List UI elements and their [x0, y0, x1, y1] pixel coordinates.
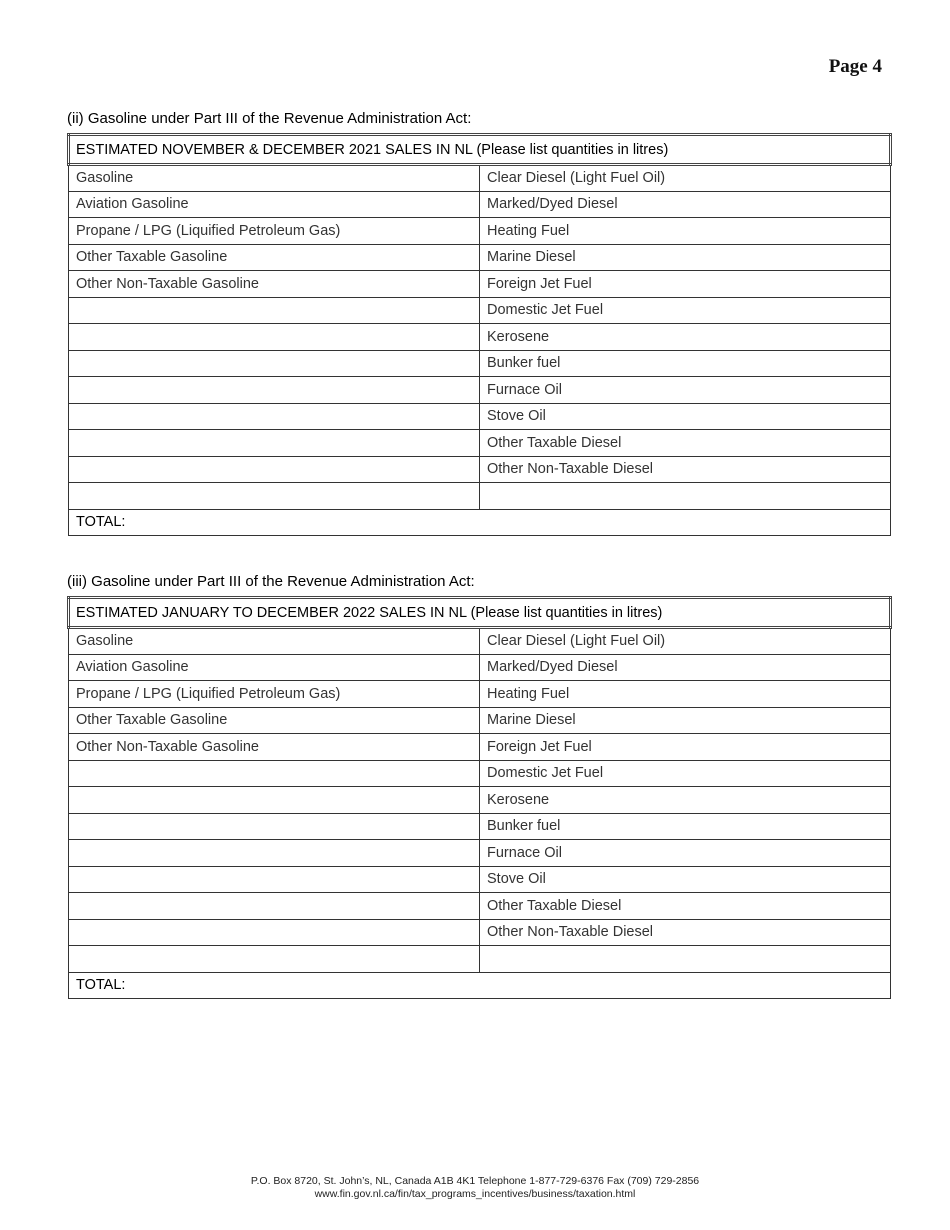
sales-table-2022-body — [69, 598, 891, 999]
diesel-type-cell: Other Taxable Diesel — [480, 430, 891, 457]
diesel-type-cell: Other Non-Taxable Diesel — [480, 919, 891, 946]
gasoline-type-cell — [69, 866, 480, 893]
total-label: TOTAL: — [69, 509, 891, 536]
table-row — [69, 350, 891, 377]
gasoline-type-cell: Other Non-Taxable Gasoline — [69, 271, 480, 298]
table-row — [69, 840, 891, 867]
gasoline-type-cell — [69, 377, 480, 404]
table-header: ESTIMATED JANUARY TO DECEMBER 2022 SALES IN NL (Please list quantities in litres) — [69, 598, 891, 628]
table-row — [69, 813, 891, 840]
gasoline-type-cell: Gasoline — [69, 628, 480, 655]
gasoline-type-cell — [69, 787, 480, 814]
table-row — [69, 893, 891, 920]
diesel-type-cell: Other Taxable Diesel — [480, 893, 891, 920]
diesel-type-cell: Clear Diesel (Light Fuel Oil) — [480, 628, 891, 655]
diesel-type-cell: Foreign Jet Fuel — [480, 271, 891, 298]
gasoline-type-cell: Gasoline — [69, 165, 480, 192]
diesel-type-cell: Foreign Jet Fuel — [480, 734, 891, 761]
diesel-type-cell: Stove Oil — [480, 866, 891, 893]
table-row — [69, 707, 891, 734]
table-row — [69, 324, 891, 351]
section-iii-title: (iii) Gasoline under Part III of the Revenue Administration Act: — [67, 573, 475, 590]
total-row — [69, 972, 891, 999]
table-row — [69, 218, 891, 245]
footer-url: www.fin.gov.nl.ca/fin/tax_programs_incentives/business/taxation.html — [314, 1188, 636, 1200]
table-row — [69, 866, 891, 893]
table-row — [69, 681, 891, 708]
table-row — [69, 165, 891, 192]
page-number: Page 4 — [828, 56, 882, 77]
table-row — [69, 191, 891, 218]
footer — [0, 1175, 950, 1201]
gasoline-type-cell — [69, 919, 480, 946]
gasoline-type-cell — [69, 813, 480, 840]
footer-address: P.O. Box 8720, St. John’s, NL, Canada A1B 4K1 Telephone 1-877-729-6376 Fax (709) 729-2856 — [250, 1175, 700, 1187]
table-row — [69, 244, 891, 271]
diesel-type-cell: Kerosene — [480, 324, 891, 351]
gasoline-type-cell — [69, 893, 480, 920]
sales-table-2021 — [67, 133, 892, 536]
gasoline-type-cell: Aviation Gasoline — [69, 191, 480, 218]
diesel-type-cell: Marked/Dyed Diesel — [480, 654, 891, 681]
diesel-type-cell: Kerosene — [480, 787, 891, 814]
diesel-type-cell: Marine Diesel — [480, 707, 891, 734]
gasoline-type-cell — [69, 403, 480, 430]
diesel-type-cell: Other Non-Taxable Diesel — [480, 456, 891, 483]
table-header-row — [69, 598, 891, 628]
gasoline-type-cell — [69, 350, 480, 377]
table-header-row — [69, 135, 891, 165]
diesel-type-cell: Domestic Jet Fuel — [480, 297, 891, 324]
gasoline-type-cell: Other Non-Taxable Gasoline — [69, 734, 480, 761]
sales-table-2022 — [67, 596, 892, 999]
total-row — [69, 509, 891, 536]
diesel-type-cell: Furnace Oil — [480, 840, 891, 867]
table-row — [69, 483, 891, 510]
table-row — [69, 654, 891, 681]
sales-table-2021-body — [69, 135, 891, 536]
diesel-type-cell: Clear Diesel (Light Fuel Oil) — [480, 165, 891, 192]
table-row — [69, 919, 891, 946]
gasoline-type-cell — [69, 483, 480, 510]
diesel-type-cell: Bunker fuel — [480, 813, 891, 840]
table-row — [69, 271, 891, 298]
table-row — [69, 760, 891, 787]
table-row — [69, 297, 891, 324]
gasoline-type-cell — [69, 456, 480, 483]
table-row — [69, 403, 891, 430]
diesel-type-cell: Bunker fuel — [480, 350, 891, 377]
gasoline-type-cell — [69, 946, 480, 973]
diesel-type-cell: Heating Fuel — [480, 218, 891, 245]
table-row — [69, 377, 891, 404]
diesel-type-cell: Marked/Dyed Diesel — [480, 191, 891, 218]
table-row — [69, 787, 891, 814]
gasoline-type-cell — [69, 760, 480, 787]
table-header: ESTIMATED NOVEMBER & DECEMBER 2021 SALES IN NL (Please list quantities in litres) — [69, 135, 891, 165]
diesel-type-cell: Furnace Oil — [480, 377, 891, 404]
diesel-type-cell: Heating Fuel — [480, 681, 891, 708]
gasoline-type-cell: Other Taxable Gasoline — [69, 707, 480, 734]
table-row — [69, 430, 891, 457]
diesel-type-cell — [480, 483, 891, 510]
total-label: TOTAL: — [69, 972, 891, 999]
table-row — [69, 946, 891, 973]
diesel-type-cell — [480, 946, 891, 973]
gasoline-type-cell: Propane / LPG (Liquified Petroleum Gas) — [69, 681, 480, 708]
table-row — [69, 456, 891, 483]
gasoline-type-cell: Aviation Gasoline — [69, 654, 480, 681]
diesel-type-cell: Domestic Jet Fuel — [480, 760, 891, 787]
table-row — [69, 734, 891, 761]
diesel-type-cell: Marine Diesel — [480, 244, 891, 271]
section-ii-title: (ii) Gasoline under Part III of the Revenue Administration Act: — [67, 110, 472, 127]
gasoline-type-cell — [69, 840, 480, 867]
gasoline-type-cell — [69, 324, 480, 351]
diesel-type-cell: Stove Oil — [480, 403, 891, 430]
gasoline-type-cell: Other Taxable Gasoline — [69, 244, 480, 271]
gasoline-type-cell — [69, 430, 480, 457]
table-row — [69, 628, 891, 655]
gasoline-type-cell — [69, 297, 480, 324]
gasoline-type-cell: Propane / LPG (Liquified Petroleum Gas) — [69, 218, 480, 245]
